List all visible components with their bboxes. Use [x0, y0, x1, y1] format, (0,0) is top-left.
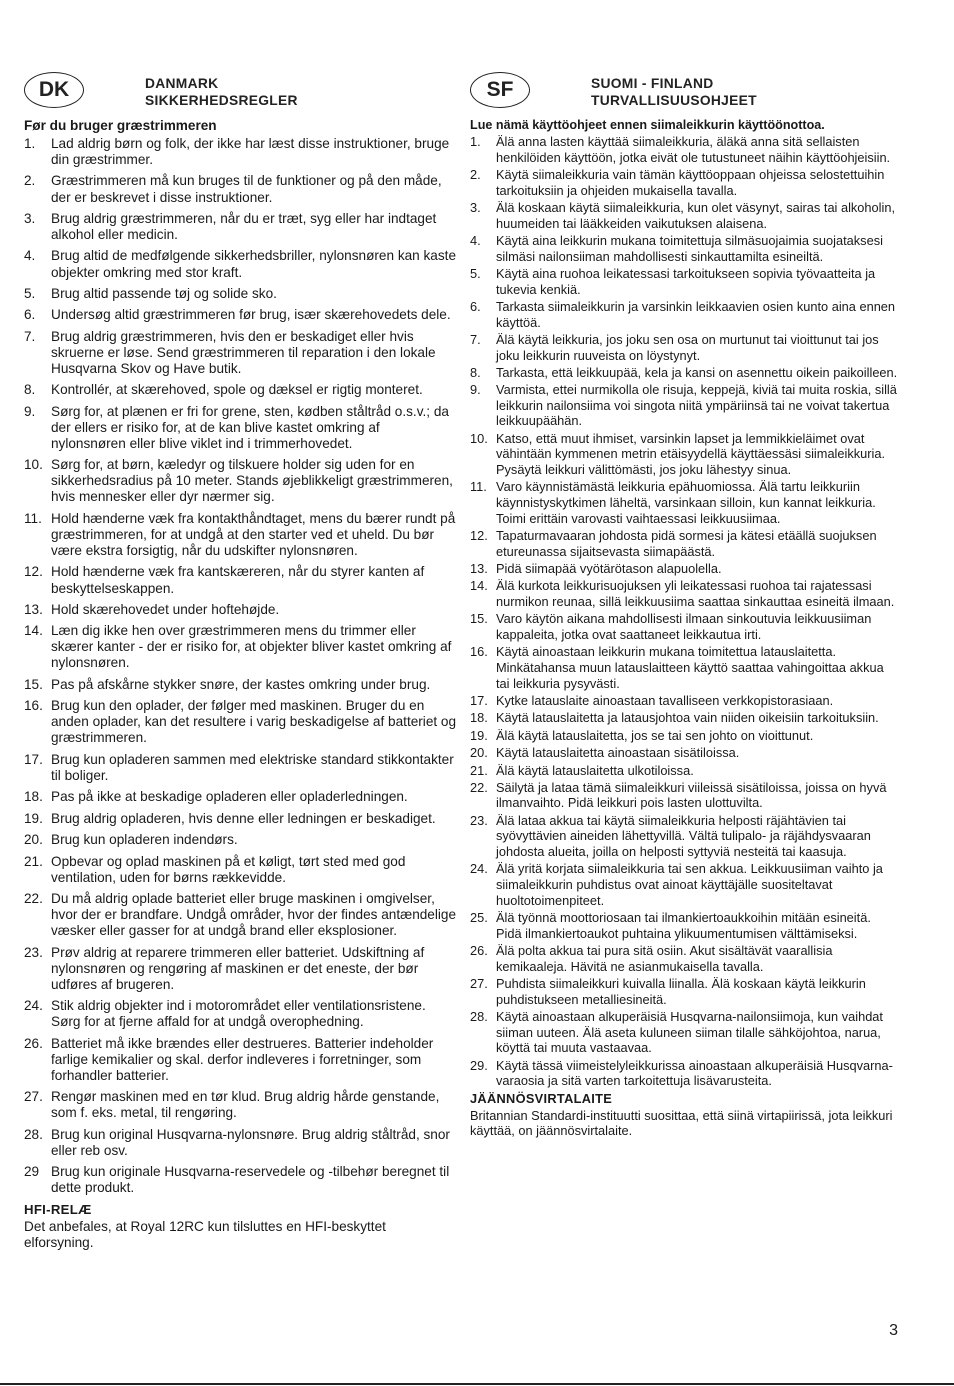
item-text: Pas på ikke at beskadige opladeren eller opladerledningen.: [51, 789, 408, 805]
list-item: [470, 943, 898, 974]
item-number: 5.: [24, 285, 36, 301]
item-number: 26.: [470, 943, 488, 959]
list-item: [24, 382, 458, 398]
item-text: Käytä tässä viimeistelyleikkurissa ainoastaan alkuperäisiä Husqvarna-varaosia ja sitä varten tarkoitettuja lisävarusteita.: [496, 1057, 893, 1089]
item-text: Brug altid de medfølgende sikkerhedsbriller, nylonsnøren kan kaste objekter omkring med stor kraft.: [51, 248, 457, 280]
rcd-text: Britannian Standardi-instituutti suosittaa, että siinä virtapiirissä, jota leikkuri käyttää, on jäännösvirtalaite.: [470, 1107, 893, 1139]
item-text: Brug aldrig græstrimmeren, hvis den er beskadiget eller hvis skruerne er løse. Send græstrimmeren til reparation i den lokale Husqvarna Skov og Have butik.: [51, 328, 436, 376]
hfi-text: Det anbefales, at Royal 12RC kun tilsluttes en HFI-beskyttet elforsyning.: [24, 1218, 386, 1250]
list-item: [24, 404, 458, 452]
list-item: [470, 1058, 898, 1089]
item-number: 7.: [24, 328, 36, 344]
item-number: 11.: [470, 479, 487, 495]
list-item: [24, 457, 458, 505]
list-item: [470, 200, 898, 231]
list-item: [24, 1036, 458, 1084]
list-item: [470, 644, 898, 691]
list-item: [470, 910, 898, 941]
list-item: [24, 945, 458, 993]
item-text: Säilytä ja lataa tämä siimaleikkuri viileissä sisätiloissa, joissa on hyvä ilmanvaihto. Pidä leikkuri pois lasten ulottuvilta.: [496, 779, 887, 811]
item-text: Älä yritä korjata siimaleikkuria tai sen akkua. Leikkuusiiman vaihto ja siimaleikkurin puhdistus ovat ainoat käyttäjälle suositeltavat huoltotoimenpiteet.: [496, 861, 883, 908]
page-number: 3: [889, 1322, 898, 1339]
item-text: Älä kurkota leikkurisuojuksen yli leikatessasi ruohoa tai rajatessasi nurmikon reunaa, sillä leikkuusiima saattaa sinkauttaa esineitä ilmaan.: [496, 578, 895, 609]
list-item: [470, 861, 898, 908]
list-item: [24, 677, 458, 693]
item-number: 12.: [24, 564, 43, 580]
item-text: Brug aldrig græstrimmeren, når du er træt, syg eller har indtaget alkohol eller medicin.: [51, 210, 437, 243]
list-item: [24, 564, 458, 596]
list-item: [470, 233, 898, 264]
list-item: [470, 693, 898, 709]
item-number: 22.: [24, 890, 43, 906]
item-text: Älä käytä latauslaitetta ulkotiloissa.: [496, 762, 694, 778]
item-number: 21.: [24, 853, 43, 869]
list-item: [470, 611, 898, 642]
item-text: Brug kun opladeren indendørs.: [51, 832, 238, 848]
finnish-column: [470, 72, 898, 1139]
list-item: [24, 307, 458, 323]
list-item: [470, 167, 898, 198]
safety-list: [24, 136, 458, 1196]
item-text: Brug kun den oplader, der følger med maskinen. Bruger du en anden oplader, kan det resultere i varig beskadigelse af batteriet og græstrimmeren.: [51, 698, 457, 746]
item-number: 21.: [470, 762, 488, 778]
list-item: [470, 710, 898, 726]
item-number: 24.: [24, 998, 43, 1014]
list-item: [470, 780, 898, 811]
list-item: [470, 528, 898, 559]
section-heading: TURVALLISUUSOHJEET: [591, 93, 757, 108]
item-number: 17.: [470, 692, 488, 708]
list-item: [470, 1009, 898, 1056]
item-text: Älä käytä leikkuria, jos joku sen osa on murtunut tai vioittunut tai jos joku leikkurin ruuveista on löystynyt.: [496, 331, 879, 363]
item-text: Stik aldrig objekter ind i motorområdet eller ventilationsristene. Sørg for at fjerne affald for at undgå overophedning.: [51, 998, 426, 1030]
list-item: [470, 266, 898, 297]
list-item: [24, 329, 458, 377]
list-item: [470, 976, 898, 1007]
item-number: 19.: [24, 810, 43, 826]
item-text: Prøv aldrig at reparere trimmeren eller batteriet. Udskiftning af nylonsnøren og rengøring af maskinen er det eneste, der bør udføres af brugeren.: [51, 944, 425, 992]
language-badge-dk: DK: [24, 72, 84, 108]
item-number: 1.: [470, 134, 481, 149]
item-text: Pidä siimapää vyötärötason alapuolella.: [496, 561, 722, 576]
safety-list: [470, 134, 898, 1089]
item-text: Kytke latauslaite ainoastaan tavalliseen verkkopistorasiaan.: [496, 692, 834, 708]
item-text: Älä lataa akkua tai käytä siimaleikkuria helposti räjähtävien tai syövyttävien aineiden lähettyvillä. Vältä tulipalo- ja räjähdysvaaran johdosta alueita, joilla on helposti syttyviä nesteitä tai kaasuja.: [496, 812, 871, 860]
item-text: Pas på afskårne stykker snøre, der kastes omkring under brug.: [51, 676, 431, 692]
item-number: 9.: [470, 382, 481, 398]
item-text: Opbevar og oplad maskinen på et køligt, tørt sted med god ventilation, uden for børns rækkevidde.: [51, 853, 406, 885]
item-text: Hold hænderne væk fra kontakthåndtaget, mens du bærer rundt på græstrimmeren, for at undgå at den starter ved et uheld. Du bør være ekstra forsigtig, når du udskifter nylonsnøren.: [51, 510, 456, 559]
list-item: [470, 728, 898, 744]
item-number: 29.: [470, 1057, 488, 1073]
hfi-heading: HFI-RELÆ: [24, 1201, 92, 1217]
list-item: [24, 998, 458, 1030]
list-item: [24, 173, 458, 205]
rcd-heading: JÄÄNNÖSVIRTALAITE: [470, 1090, 613, 1106]
item-number: 15.: [470, 611, 488, 627]
item-number: 25.: [470, 910, 488, 926]
item-text: Tarkasta siimaleikkurin ja varsinkin leikkaavien osien kunto aina ennen käyttöä.: [496, 298, 896, 330]
item-number: 17.: [24, 751, 43, 767]
item-text: Käytä siimaleikkuria vain tämän käyttöoppaan ohjeissa selostettuihin tarkoituksiin ja ohjeiden mukaisella tavalla.: [496, 166, 885, 198]
list-item: [470, 431, 898, 478]
item-text: Varmista, ettei nurmikolla ole risuja, keppejä, kiviä tai muita roskia, sillä leikkurin nailonsiima voi singota niitä ympäriinsä tai ne voivat takertua leikkuupäähän.: [496, 382, 897, 429]
item-number: 1.: [24, 136, 36, 151]
item-number: 10.: [470, 430, 488, 446]
item-number: 8.: [470, 364, 481, 380]
item-text: Brug kun originale Husqvarna-reservedele og -tilbehør beregnet til dette produkt.: [51, 1164, 450, 1196]
list-item: [24, 698, 458, 746]
country-heading: DANMARK: [145, 76, 219, 91]
item-number: 14.: [24, 623, 43, 639]
list-item: [470, 299, 898, 330]
list-item: [24, 1127, 458, 1159]
section-heading: SIKKERHEDSREGLER: [145, 93, 298, 108]
list-item: [24, 811, 458, 827]
language-badge-sf: SF: [470, 72, 530, 108]
item-number: 27.: [470, 976, 488, 991]
item-text: Brug kun original Husqvarna-nylonsnøre. Brug aldrig ståltråd, snor eller reb osv.: [51, 1126, 450, 1158]
item-text: Tarkasta, että leikkuupää, kela ja kansi on asennettu oikein paikoilleen.: [496, 364, 898, 380]
item-number: 10.: [24, 457, 43, 473]
item-number: 28.: [24, 1126, 43, 1142]
item-number: 6.: [470, 298, 481, 314]
list-item: [24, 248, 458, 280]
item-number: 4.: [470, 232, 481, 248]
item-number: 20.: [470, 745, 488, 761]
list-item: [24, 136, 458, 168]
item-text: Älä käytä latauslaitetta, jos se tai sen johto on vioittunut.: [496, 727, 814, 743]
item-text: Du må aldrig oplade batteriet eller bruge maskinen i omgivelser, hvor der er brandfare. Undgå områder, hvor der findes antændelige væsker eller gasser for at undgå brand eller eksplosioner.: [51, 890, 457, 939]
list-item: [470, 745, 898, 761]
list-item: [24, 623, 458, 671]
item-text: Käytä latauslaitetta ja latausjohtoa vain niiden oikeisiin tarkoituksiin.: [496, 710, 879, 726]
item-number: 28.: [470, 1008, 488, 1024]
item-text: Älä anna lasten käyttää siimaleikkuria, äläkä anna sitä sellaisten henkilöiden käyttöön, jotka eivät ole tutustuneet näihin käyttöohjeisiin.: [496, 134, 891, 165]
item-text: Græstrimmeren må kun bruges til de funktioner og på den måde, der er beskrevet i disse instruktioner.: [51, 173, 442, 205]
item-text: Älä koskaan käytä siimaleikkuria, kun olet väsynyt, sairas tai alkoholin, huumeiden tai lääkkeiden vaikutuksen alaisena.: [496, 199, 896, 231]
item-text: Käytä aina leikkurin mukana toimitettuja silmäsuojaimia suojataksesi silmäsi nailonsiiman mahdollisesti sinkauttamilta esineiltä.: [496, 232, 883, 264]
item-text: Rengør maskinen med en tør klud. Brug aldrig hårde genstande, som f. eks. metal, til rengøring.: [51, 1089, 440, 1121]
list-item: [470, 813, 898, 860]
item-number: 12.: [470, 528, 488, 544]
item-number: 5.: [470, 265, 481, 281]
item-text: Käytä ainoastaan leikkurin mukana toimitettua latauslaitetta. Minkätahansa muun latauslaitteen käyttö saattaa vahingoittaa akkua tai leikkuria pysyvästi.: [496, 644, 884, 691]
sf-header: [470, 72, 898, 118]
item-number: 26.: [24, 1035, 43, 1051]
item-number: 18.: [24, 789, 43, 805]
list-item: [24, 752, 458, 784]
item-number: 16.: [24, 698, 43, 714]
item-number: 16.: [470, 644, 488, 660]
item-number: 9.: [24, 403, 36, 419]
danish-column: [24, 72, 458, 1251]
item-number: 11.: [24, 510, 42, 526]
list-item: [24, 789, 458, 805]
dk-header: [24, 72, 458, 118]
item-number: 19.: [470, 727, 488, 743]
list-item: [470, 382, 898, 429]
list-item: [24, 602, 458, 618]
item-text: Hold skærehovedet under hoftehøjde.: [51, 601, 280, 617]
item-text: Käytä latauslaitetta ainoastaan sisätiloissa.: [496, 745, 740, 761]
item-text: Læn dig ikke hen over græstrimmeren mens du trimmer eller skærer kanter - der er risiko for, at objekter bliver kastet omkring af nylonsnøren.: [51, 623, 452, 671]
item-text: Undersøg altid græstrimmeren før brug, især skærehovedets dele.: [51, 307, 451, 323]
item-text: Älä työnnä moottoriosaan tai ilmankiertoaukkoihin mitään esineitä. Pidä ilmankiertoaukot puhtaina ylikuumentumisen välttämiseksi.: [496, 910, 871, 941]
item-text: Tapaturmavaaran johdosta pidä sormesi ja kätesi etäällä suojuksen etureunassa sijaitsevasta siimapäästä.: [496, 528, 877, 559]
intro-heading: Før du bruger græstrimmeren: [24, 118, 217, 133]
item-text: Sørg for, at børn, kæledyr og tilskuere holder sig uden for en sikkerhedsradius på 10 meter. Stands øjeblikkeligt græstrimmeren, hvis mennesker eller dyr nærmer sig.: [51, 457, 453, 505]
item-number: 23.: [470, 812, 488, 828]
item-text: Brug aldrig opladeren, hvis denne eller ledningen er beskadiget.: [51, 810, 436, 826]
item-text: Varo käynnistämästä leikkuria epähuomiossa. Älä tartu leikkuriin käynnistyskytkimen läheltä, varsinkaan silloin, kun kannat leikkuria. Toimi erittäin varovasti vaihtaessasi leikkuusiimaa.: [496, 479, 876, 526]
list-item: [24, 211, 458, 243]
item-number: 22.: [470, 779, 488, 795]
list-item: [24, 854, 458, 886]
list-item: [24, 1164, 458, 1196]
country-heading: SUOMI - FINLAND: [591, 76, 714, 91]
list-item: [24, 511, 458, 559]
item-number: 27.: [24, 1089, 43, 1105]
list-item: [470, 578, 898, 609]
item-text: Lad aldrig børn og folk, der ikke har læst disse instruktioner, bruge din græstrimmer.: [51, 136, 450, 168]
list-item: [24, 286, 458, 302]
item-number: 2.: [24, 173, 36, 189]
item-text: Kontrollér, at skærehoved, spole og dæksel er rigtig monteret.: [51, 382, 423, 398]
item-number: 7.: [470, 331, 481, 347]
list-item: [24, 832, 458, 848]
list-item: [470, 763, 898, 779]
item-text: Hold hænderne væk fra kantskæreren, når du styrer kanten af beskyttelseskappen.: [51, 564, 425, 596]
item-text: Käytä ainoastaan alkuperäisiä Husqvarna-nailonsiimoja, kun vaihdat siiman uuteen. Älä aseta kuluneen siiman tilalle sähköjohtoa, narua, köyttä tai muuta vastaavaa.: [496, 1008, 883, 1056]
item-number: 24.: [470, 861, 488, 877]
list-item: [24, 891, 458, 939]
item-number: 3.: [470, 199, 481, 215]
item-number: 4.: [24, 248, 36, 264]
item-number: 18.: [470, 710, 488, 726]
item-text: Sørg for, at plænen er fri for grene, sten, kødben ståltråd o.s.v.; da der ellers er risiko for, at de kan blive kastet omkring af nylonsnøren eller blive viklet ind i trimmerhovedet.: [51, 403, 449, 451]
item-text: Brug kun opladeren sammen med elektriske standard stikkontakter til boliger.: [51, 751, 454, 783]
item-number: 13.: [470, 561, 488, 576]
item-text: Varo käytön aikana mahdollisesti ilmaan sinkoutuvia leikkuusiiman kappaleita, jotka ovat saattaneet leikkautua irti.: [496, 611, 872, 642]
item-number: 6.: [24, 307, 36, 323]
item-text: Älä polta akkua tai pura sitä osiin. Akut sisältävät vaarallisia kemikaaleja. Hävitä ne asianmukaisella tavalla.: [496, 943, 833, 974]
item-number: 20.: [24, 832, 43, 848]
list-item: [470, 365, 898, 381]
list-item: [470, 479, 898, 526]
item-number: 13.: [24, 601, 43, 617]
list-item: [470, 561, 898, 577]
item-number: 29: [24, 1164, 40, 1180]
list-item: [470, 134, 898, 165]
item-number: 2.: [470, 166, 481, 182]
item-text: Batteriet må ikke brændes eller destrueres. Batterier indeholder farlige kemikalier og skal. derfor indleveres i forretninger, som forhandler batterier.: [51, 1035, 434, 1083]
intro-heading: Lue nämä käyttöohjeet ennen siimaleikkurin käyttöönottoa.: [470, 118, 825, 132]
item-number: 3.: [24, 210, 36, 226]
bottom-divider: [0, 1383, 954, 1385]
item-number: 15.: [24, 676, 43, 692]
item-number: 8.: [24, 382, 36, 398]
item-text: Katso, että muut ihmiset, varsinkin lapset ja lemmikkieläimet ovat vähintään kymmenen metrin etäisyydellä käyttäessäsi siimaleikkuria. Pysäytä leikkuri välittömästi, jos joku lähestyy sinua.: [496, 430, 886, 478]
item-text: Käytä aina ruohoa leikatessasi tarkoitukseen sopivia työvaatteita ja tukevia kenkiä.: [496, 265, 876, 297]
item-text: Brug altid passende tøj og solide sko.: [51, 285, 277, 301]
list-item: [470, 332, 898, 363]
list-item: [24, 1089, 458, 1121]
item-text: Puhdista siimaleikkuri kuivalla liinalla. Älä koskaan käytä leikkurin puhdistukseen metalliesineitä.: [496, 976, 866, 1007]
item-number: 23.: [24, 944, 43, 960]
item-number: 14.: [470, 578, 488, 594]
